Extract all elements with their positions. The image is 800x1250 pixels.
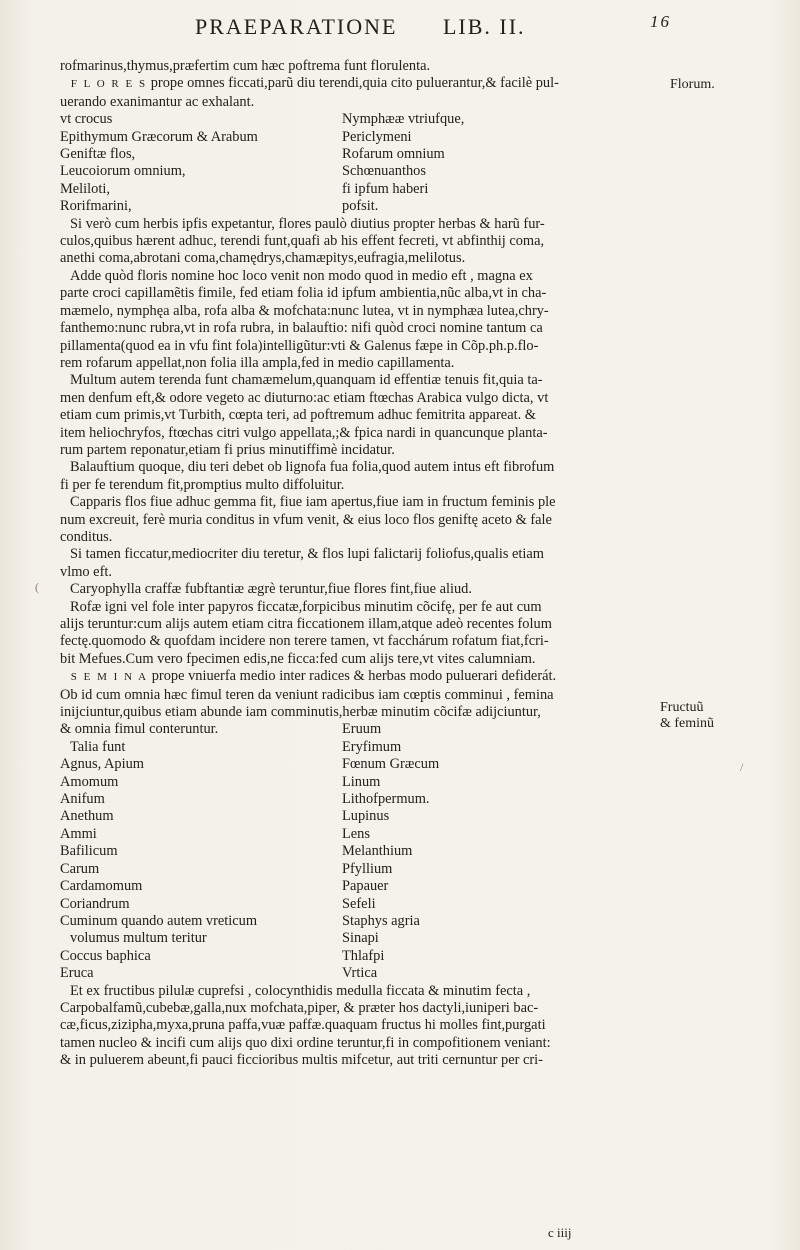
list-item: Sefeli (342, 895, 376, 912)
text-line: S E M I N A prope vniuerfa medio inter radices & herbas modo puluerari defiderát. (70, 668, 557, 685)
text-line: fanthemo:nunc rubra,vt in rofa rubra, in balauftio: nifi quòd croci nomine tantum ca (60, 320, 543, 337)
text-line: Et ex fructibus pilulæ cuprefsi , colocynthidis medulla ficcata & minutim fecta , (70, 982, 531, 999)
list-item: Meliloti, (60, 180, 110, 197)
list-item: Periclymeni (342, 128, 412, 145)
text-line: fi per fe terendum fit,promptius multo diffoluitur. (60, 476, 345, 493)
page-number: 16 (650, 12, 671, 31)
text-line: rofmarinus,thymus,præfertim cum hæc poftrema funt florulenta. (60, 58, 431, 74)
list-item: Epithymum Græcorum & Arabum (60, 128, 258, 145)
list-item: Geniftæ flos, (60, 146, 136, 163)
running-header (195, 12, 671, 40)
text-line: culos,quibus hærent adhuc, terendi funt,quafi ab his effent fecreti, vt abfinthij coma, (60, 233, 545, 250)
list-item: Coccus baphica (60, 947, 151, 964)
list-item: Ammi (60, 825, 97, 842)
list-item: Lupinus (342, 808, 390, 825)
text-line: pillamenta(quod ea in vfu fint fola)intelligũtur:vti & Galenus fæpe in Cõp.ph.p.flo- (60, 337, 539, 354)
text-line: etiam cum primis,vt Turbith, cœpta teri, ad poftremum adhuc femitrita appareat. & (60, 407, 536, 424)
text-line: alijs teruntur:cum alijs autem etiam citra ficcationem illam,atque adeò recentes folum (60, 616, 552, 632)
list-item: fi ipfum haberi (342, 180, 429, 197)
list-item: Staphys agria (342, 912, 420, 929)
text-line: bit Mefues.Cum vero fpecimen edis,ne ficca:fed cum alijs tere,vt vites calumniam. (60, 650, 536, 667)
list-item: Bafilicum (60, 843, 118, 860)
list-item: Eryfimum (342, 738, 402, 755)
text-line: Capparis flos fiue adhuc gemma fit, fiue iam apertus,fiue iam in fructum feminis ple (70, 494, 556, 511)
semina-heading: S E M I N A (70, 671, 149, 684)
paper-blemish: ( (35, 580, 39, 594)
text-line: cæ,ficus,zizipha,myxa,pruna paffa,vuæ paffæ.quaquam fructus hi molles fint,purgati (60, 1017, 546, 1034)
text-line: item heliochryfos, ftœchas citri vulgo appellata,;& fpica nardi in quancunque planta- (60, 424, 548, 441)
list-item: vt crocus (60, 111, 113, 128)
text-line: & in puluerem abeunt,fi pauci ficcioribus multis mifcetur, aut triti cernuntur per cri- (60, 1052, 543, 1069)
main-text (60, 58, 660, 1070)
list-item: Melanthium (342, 843, 413, 860)
list-item: Leucoiorum omnium, (60, 163, 186, 180)
text-line: vlmo eft. (60, 563, 112, 580)
list-item: Fœnum Græcum (342, 756, 440, 773)
list-item: Nymphææ vtriufque, (342, 111, 465, 128)
list-item: Coriandrum (60, 895, 130, 912)
text-line: Adde quòd floris nomine hoc loco venit non modo quod in medio eft , magna ex (70, 267, 533, 284)
list-item: Thlafpi (342, 947, 385, 964)
text-line: men denfum eft,& odore vegeto ac diuturno:ac etiam ftœchas Arabica vulgo dicta, vt (60, 389, 549, 406)
list-item: pofsit. (342, 198, 379, 215)
list-item: Anifum (60, 791, 105, 808)
signature-mark: c iiij (548, 1225, 572, 1240)
margin-note-fructuum: Fructuũ (660, 700, 704, 715)
list-item: Linum (342, 773, 381, 790)
list-item: Lithofpermum. (342, 791, 430, 808)
text-line: mæmelo, nymphęa alba, rofa alba & mofchata:nunc lutea, vt in nymphæa lutea,chry- (60, 302, 549, 319)
header-title: PRAEPARATIONE (195, 14, 398, 39)
margin-note-florum: Florum. (670, 77, 715, 92)
list-item: Carum (60, 860, 100, 877)
text-line: Balauftium quoque, diu teri debet ob lignofa fua folia,quod autem intus eft fibrofum (70, 459, 555, 476)
list-item: Eruum (342, 721, 382, 738)
flores-heading: F L O R E S (70, 78, 148, 91)
text-line: F L O R E S prope omnes ficcati,parũ diu terendi,quia cito puluerantur,& facilè pul- (70, 75, 559, 92)
text-line: Ob id cum omnia hæc fimul teren da veniunt radicibus iam cœptis comminui , femina (60, 686, 554, 703)
list-item: volumus multum teritur (70, 930, 207, 947)
list-flowers (60, 111, 660, 215)
text-line: Si verò cum herbis ipfis expetantur, flores paulò diutius propter herbas & harũ fur- (70, 215, 545, 232)
list-item: Eruca (60, 965, 94, 982)
list-item: Talia funt (70, 738, 126, 755)
text-line: Caryophylla craffæ fubftantiæ ægrè teruntur,fiue flores fint,fiue aliud. (70, 581, 472, 598)
list-item: Amomum (60, 773, 119, 790)
text-line: rum partem reponatur,etiam fi prius minutiffimè incidatur. (60, 441, 395, 458)
text-line: anethi coma,abrotani coma,chamędrys,chamæpitys,eufragia,melilotus. (60, 250, 466, 267)
list-item: Rorifmarini, (60, 198, 132, 215)
list-item: Sinapi (342, 930, 379, 947)
header-book-number: LIB. II. (442, 14, 526, 39)
text-line: inijciuntur,quibus etiam abunde iam comminutis,herbæ minutim cõcifæ adijciuntur, (60, 704, 541, 721)
list-item: Agnus, Apium (60, 756, 144, 773)
text-line: fectę.quomodo & quofdam incidere non terere tamen, vt facchárum rofatum fiat,fcri- (60, 633, 549, 650)
list-item: Rofarum omnium (342, 146, 445, 163)
list-item: Papauer (342, 878, 389, 895)
list-item: Lens (342, 825, 370, 842)
text-line: rem rofarum appellat,non folia illa ampla,fed in medio capillamenta. (60, 354, 455, 371)
list-item: Schœnuanthos (342, 163, 426, 180)
paper-blemish: / (740, 760, 744, 774)
text-line: num excreuit, ferè muria conditus in vfum venit, & eius loco flos geniftę aceto & fale (60, 511, 552, 528)
list-item: Vrtica (342, 965, 378, 982)
text-line: Rofæ igni vel fole inter papyros ficcatæ,forpicibus minutim cõcifę, per fe aut cum (70, 598, 542, 615)
text-line: Carpobalfamũ,cubebæ,galla,nux mofchata,piper, & præter hos dactyli,iuniperi bac- (60, 999, 539, 1016)
margin-note-seminum: & feminũ (660, 716, 715, 731)
list-item: Pfyllium (342, 860, 393, 877)
list-seeds (60, 721, 660, 982)
text-line: uerando exanimantur ac exhalant. (60, 93, 255, 110)
text-line: conditus. (60, 528, 113, 545)
list-item: Cuminum quando autem vreticum (60, 912, 258, 929)
text-line: Multum autem terenda funt chamæmelum,quanquam id effentiæ tenuis fit,quia ta- (70, 372, 543, 389)
text-line: tamen nucleo & incifi cum alijs quo dixi ordine teruntur,fi in compofitionem veniant: (60, 1034, 551, 1051)
text-line: parte croci capillamẽtis fimile, fed etiam folia id ipfum ambientia,nũc alba,vt in cha- (60, 285, 547, 302)
text-line: & omnia fimul conteruntur. (60, 721, 219, 738)
list-item: Cardamomum (60, 878, 143, 895)
text-line: Si tamen ficcatur,mediocriter diu teretur, & flos lupi falictarij foliofus,qualis etiam (70, 546, 544, 563)
list-item: Anethum (60, 808, 114, 825)
